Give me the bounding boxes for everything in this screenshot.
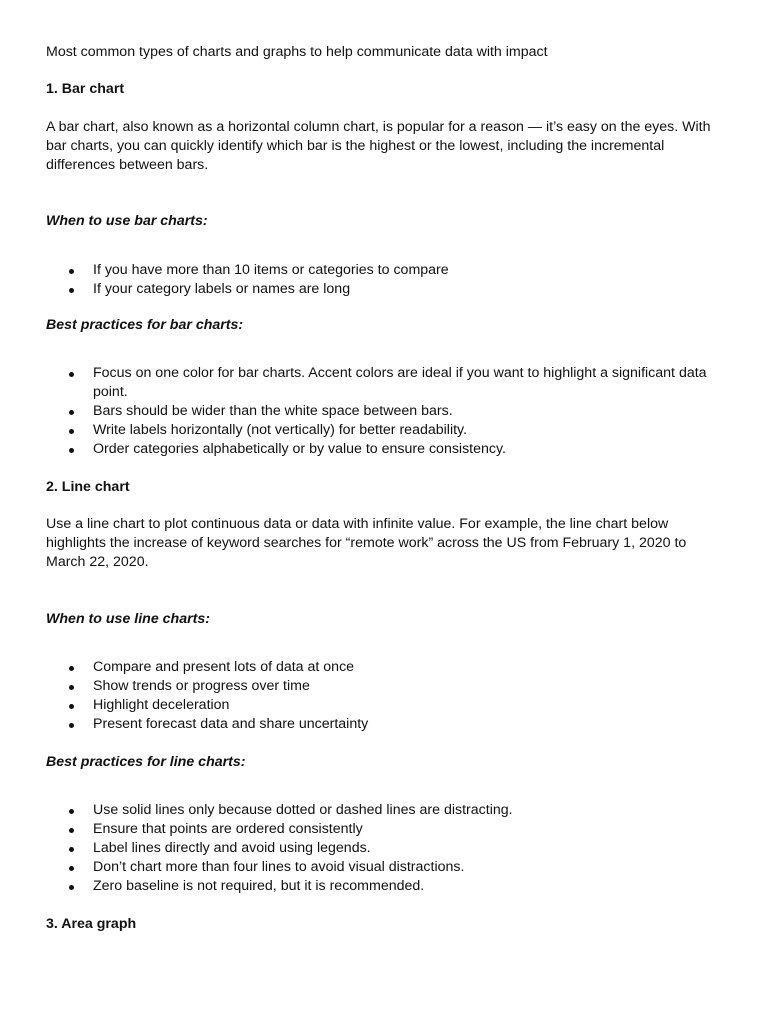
line-chart-best-list [46, 801, 722, 896]
bullet-icon [69, 448, 74, 453]
line-chart-paragraph: Use a line chart to plot continuous data or data with infinite value. For example, the line chart below highlights the increase of keyword searches for “remote work” across the US from February 1, 2020 to March 22, 2020. [46, 516, 687, 570]
list-item: Write labels horizontally (not vertically) for better readability. [46, 421, 722, 440]
section-heading-bar-chart: 1. Bar chart [46, 81, 125, 97]
bullet-icon [69, 685, 74, 690]
bullet-icon [69, 429, 74, 434]
bullet-icon [69, 885, 74, 890]
list-item: Show trends or progress over time [46, 677, 722, 696]
list-item: If your category labels or names are long [46, 280, 722, 299]
list-item: Compare and present lots of data at once [46, 658, 722, 677]
bullet-icon [69, 828, 74, 833]
line-chart-when-list [46, 658, 722, 734]
list-item: Label lines directly and avoid using legends. [46, 839, 722, 858]
list-item: Highlight deceleration [46, 696, 722, 715]
list-item: Bars should be wider than the white space between bars. [46, 402, 722, 421]
bullet-icon [69, 704, 74, 709]
section-heading-line-chart: 2. Line chart [46, 479, 130, 495]
list-item: Zero baseline is not required, but it is recommended. [46, 877, 722, 896]
section-heading-area-graph: 3. Area graph [46, 916, 137, 932]
bar-chart-when-heading: When to use bar charts: [46, 213, 208, 229]
list-item: If you have more than 10 items or categories to compare [46, 261, 722, 280]
bullet-icon [69, 847, 74, 852]
list-item: Present forecast data and share uncertainty [46, 715, 722, 734]
list-item: Focus on one color for bar charts. Accent colors are ideal if you want to highlight a significant data point. [46, 364, 722, 402]
bullet-icon [69, 723, 74, 728]
list-item: Use solid lines only because dotted or dashed lines are distracting. [46, 801, 722, 820]
bar-chart-best-list [46, 364, 722, 459]
bar-chart-best-heading: Best practices for bar charts: [46, 317, 244, 333]
list-item: Don’t chart more than four lines to avoid visual distractions. [46, 858, 722, 877]
bullet-icon [69, 809, 74, 814]
bar-chart-when-list [46, 261, 722, 299]
bullet-icon [69, 269, 74, 274]
intro-text: Most common types of charts and graphs to help communicate data with impact [46, 44, 548, 60]
bullet-icon [69, 372, 74, 377]
line-chart-when-heading: When to use line charts: [46, 611, 210, 627]
bullet-icon [69, 666, 74, 671]
bullet-icon [69, 410, 74, 415]
bullet-icon [69, 866, 74, 871]
bullet-icon [69, 288, 74, 293]
line-chart-best-heading: Best practices for line charts: [46, 754, 246, 770]
list-item: Ensure that points are ordered consistently [46, 820, 722, 839]
bar-chart-paragraph: A bar chart, also known as a horizontal column chart, is popular for a reason — it’s easy on the eyes. With bar charts, you can quickly identify which bar is the highest or the lowest, including the incremental differences between bars. [46, 119, 711, 173]
list-item: Order categories alphabetically or by value to ensure consistency. [46, 440, 722, 459]
